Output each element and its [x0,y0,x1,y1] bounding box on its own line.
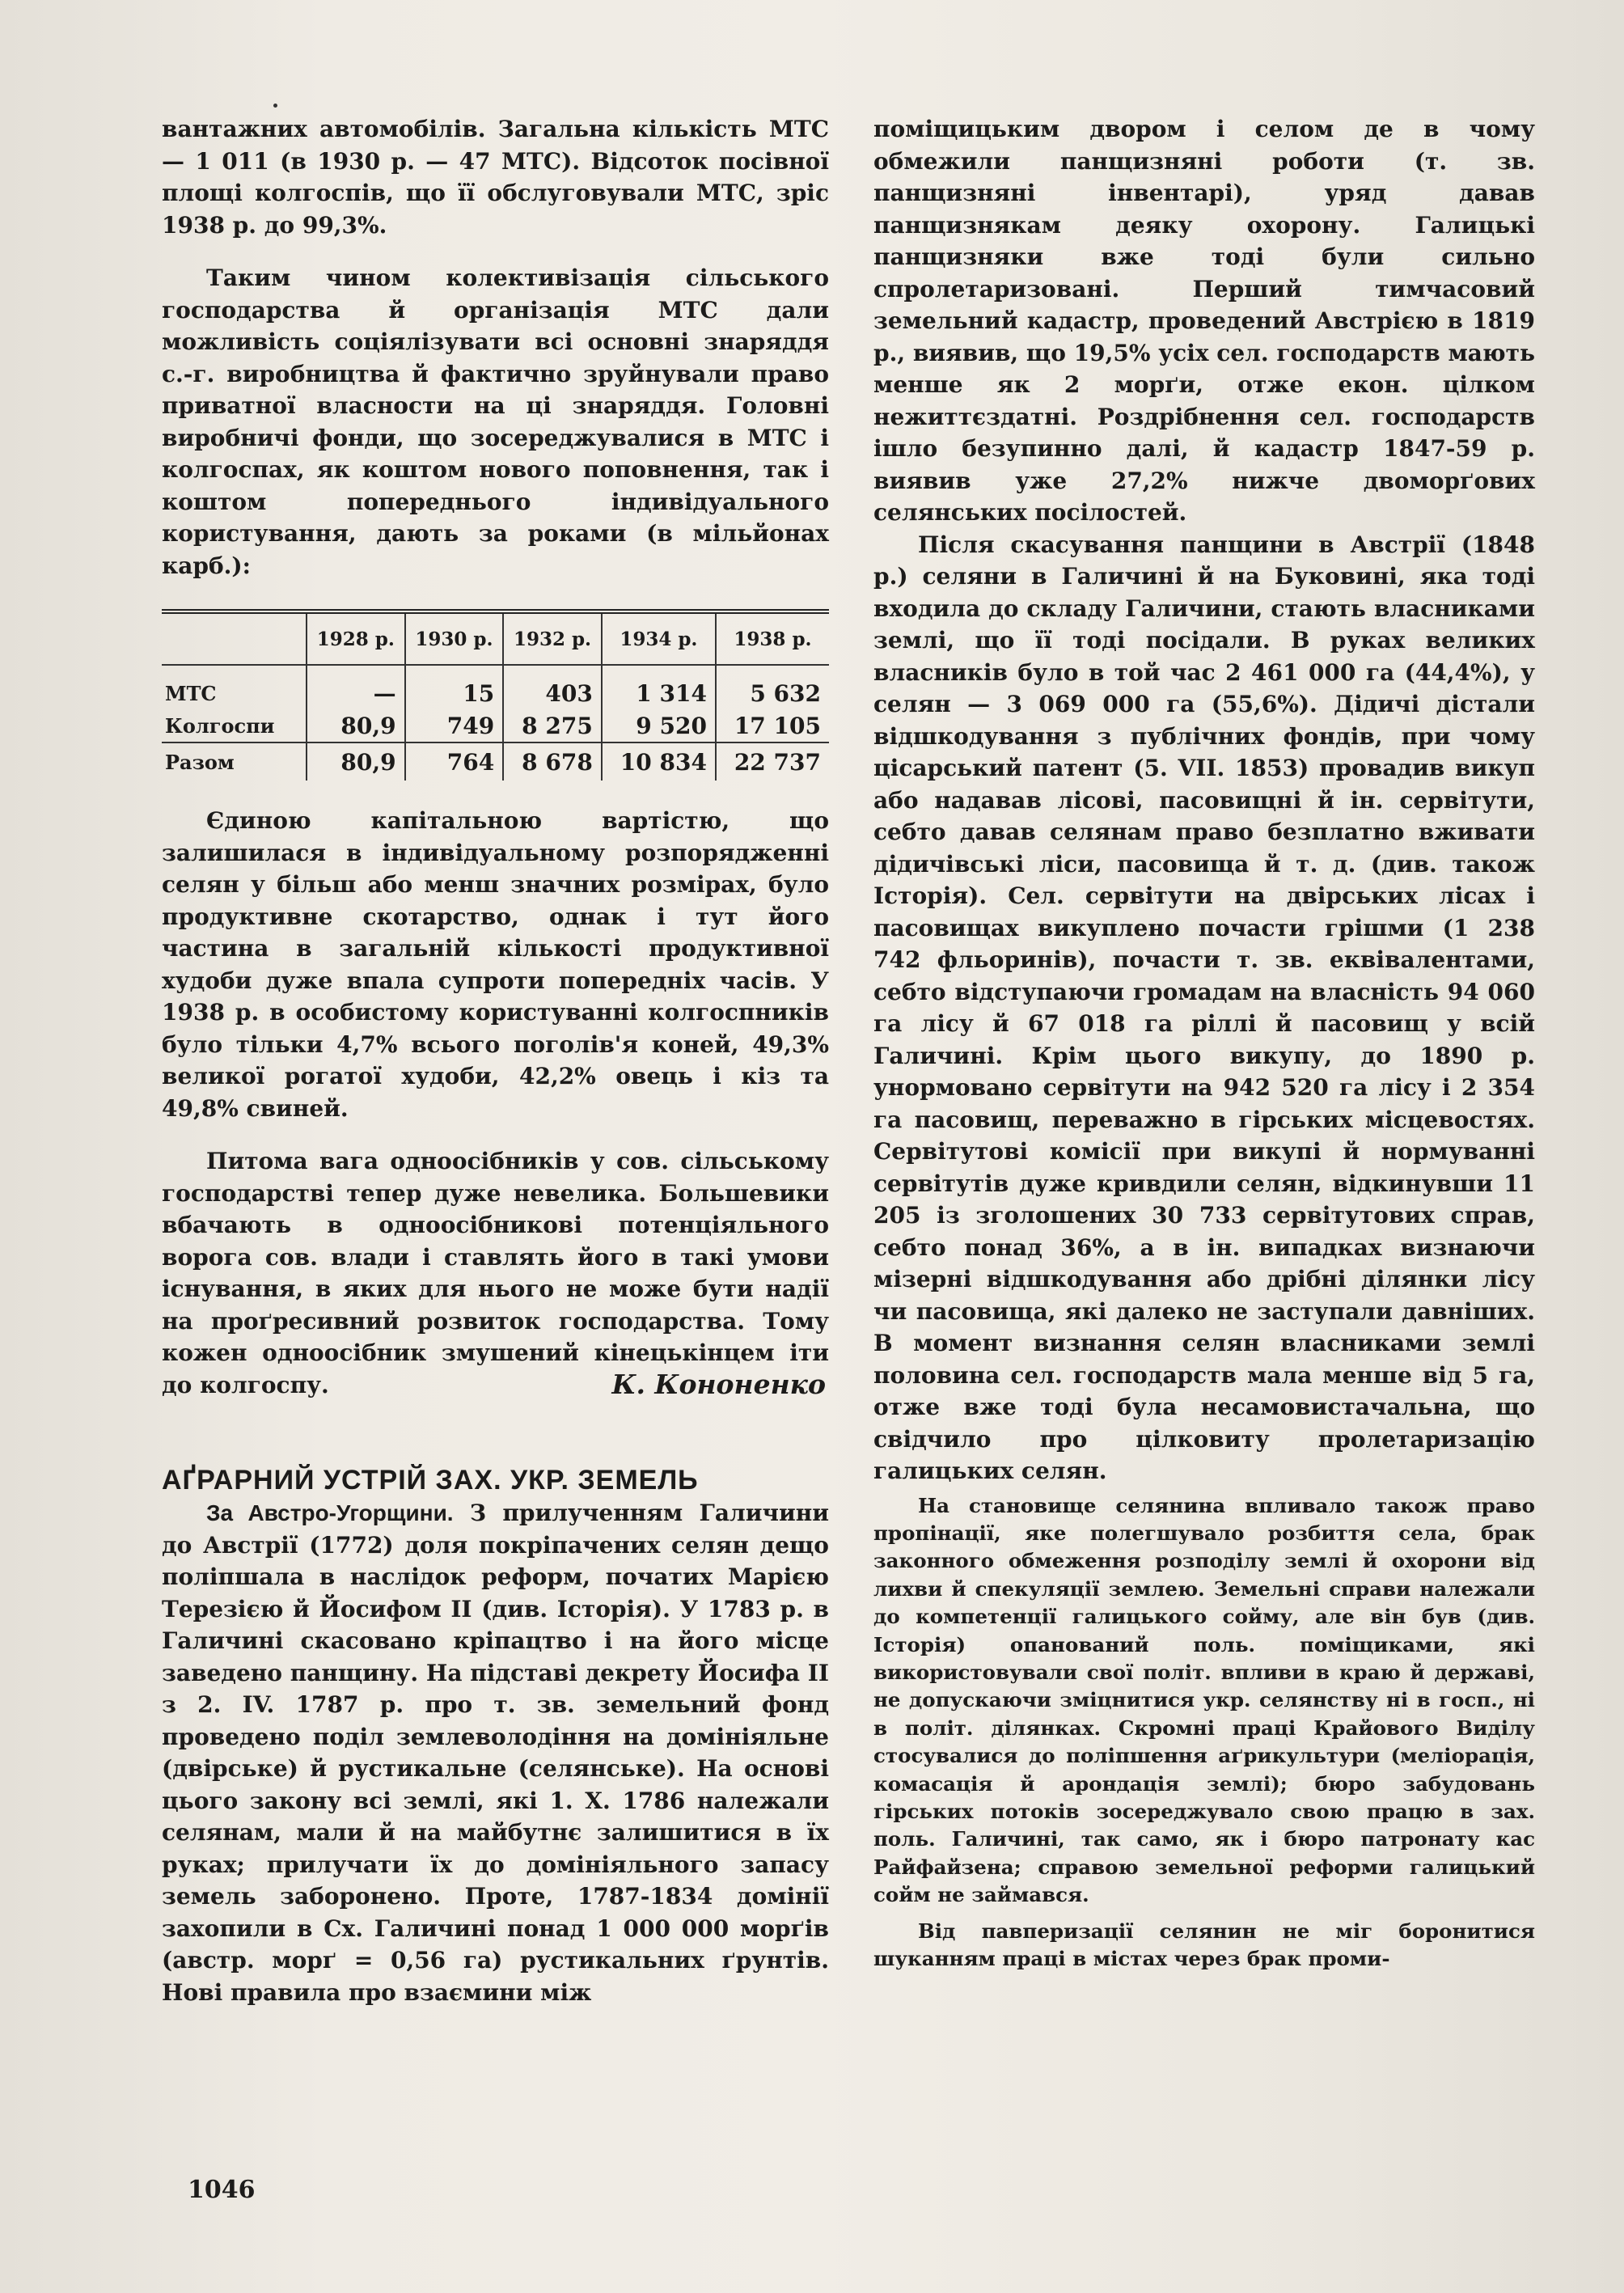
table-cell: 10 834 [602,742,716,781]
table-cell: 9 520 [602,709,716,742]
left-paragraph-5 [162,1497,829,2008]
left-column [162,113,829,2008]
left-paragraph-2: Таким чином колективізація сільського господарства й організація МТС дали можливість соціялізувати всі основні знаряддя с.-г. виробництва й фактично зруйнували право приватної власности на ці знаряддя. Головні виробничі фонди, що зосереджувалися в МТС і колгоспах, як коштом нового поповнення, так і коштом попереднього індивідуального користування, дають за роками (в мільйонах карб.): [162,264,829,579]
row-label: Разом [162,742,307,781]
speck [273,104,277,108]
table-cell: 80,9 [307,709,405,742]
right-paragraph-3: На становище селянина впливало також право пропінації, яке полегшувало розбиття села, брак законного обмеження розподілу землі й охорони від лихви й спекуляції землею. Земельні справи належали до компетенції галицького сойму, але він був (див. Історія) опанований поль. поміщиками, які використовували свої політ. впливи в краю й державі, не допускаючи зміцнитися укр. селянству ні в госп., ні в політ. ділянках. Скромні праці Крайового Виділу стосувалися до поліпшення аґрикультури (меліорація, комасація й арондація землі); бюро забудовань гірських потоків зосереджувало свою працю в зах. поль. Галичині, так само, як і бюро патронату кас Райфайзена; справою земельної реформи галицький сойм не займався. [873,1493,1535,1907]
table-header-cell: 1934 р. [602,611,716,665]
table-header-row [162,611,829,665]
right-paragraph-2: Після скасування панщини в Австрії (1848 р.) селяни в Галичині й на Буковині, яка тоді входила до складу Галичини, стають власниками землі, що її тоді посідали. В руках великих власників було в той час 2 461 000 га (44,4%), у селян — 3 069 000 га (55,6%). Дідичі дістали відшкодування з публічних фондів, при чому цісарський патент (5. VII. 1853) провадив викуп або надавав лісові, пасовищні й ін. сервітути, себто давав селянам право безплатно вживати дідичівські ліси, пасовища й т. д. (див. також Історія). Сел. сервітути на двірських лісах і пасовищах викуплено почасти грішми (1 238 742 фльоринів), почасти т. зв. еквівалентами, себто відступаючи громадам на власність 94 060 га лісу й 67 018 га ріллі й пасовищ у всій Галичині. Крім цього викупу, до 1890 р. унормовано сервітути на 942 520 га лісу і 2 354 га пасовищ, переважно в гірських місцевостях. Сервітутові комісії при викупі й нормуванні сервітутів дуже кривдили селян, відкинувши 11 205 із зголошених 30 733 сервітутових справ, себто понад 36%, а в ін. випадках визнаючи мізерні відшкодування або дрібні ділянки лісу чи пасовища, які далеко не заступали давніших. В момент визнання селян власниками землі половина сел. господарств мала менше від 5 га, отже вже тоді була несамовистачальна, що свідчило про цілковиту пролетаризацію галицьких селян. [873,531,1535,1484]
right-paragraph-4: Від павперизації селянин не міг боронитися шуканням праці в містах через брак проми- [873,1919,1535,1970]
funds-table [162,609,829,781]
table-row [162,709,829,742]
left-paragraph-1: вантажних автомобілів. Загальна кількість МТС — 1 011 (в 1930 р. — 47 МТС). Відсоток посівної площі колгоспів, що її обслуговували МТС, зріс 1938 р. до 99,3%. [162,116,829,239]
left-paragraph-3: Єдиною капітальною вартістю, що залишилася в індивідуальному розпорядженні селян у більш або менш значних розмірах, було продуктивне скотарство, однак і тут його частина в загальній кількості продуктивної худоби дуже впала супроти попередніх часів. У 1938 р. в особистому користуванні колгоспників було тільки 4,7% всього поголів'я коней, 49,3% великої рогатої худоби, 42,2% овець і кіз та 49,8% свиней. [162,807,829,1122]
section-text: З прилученням Галичини до Австрії (1772) доля покріпачених селян дещо поліпшала в наслідок реформ, початих Марією Терезією й Йосифом II (див. Історія). У 1783 р. в Галичині скасовано кріпацтво і на його місце заведено панщину. На підставі декрету Йосифа II з 2. IV. 1787 р. про т. зв. земельний фонд проведено поділ землеволодіння на домініяльне (двірське) й рустикальне (селянське). На основі цього закону всі землі, які 1. X. 1786 належали селянам, мали й на майбутнє залишитися в їх руках; прилучати їх до домініяльного запасу земель заборонено. Проте, 1787-1834 домінії захопили в Сх. Галичині понад 1 000 000 морґів (австр. морґ = 0,56 га) рустикальних ґрунтів. Нові правила про взаємини між [162,1500,829,2006]
table-header-cell: 1930 р. [405,611,504,665]
table-cell: 17 105 [716,709,829,742]
table-header-cell: 1932 р. [503,611,602,665]
table-cell: 1 314 [602,665,716,709]
row-label: МТС [165,681,217,705]
right-paragraph-1: поміщицьким двором і селом де в чому обмежили панщизняні роботи (т. зв. панщизняні інвентарі), уряд давав панщизнякам деяку охорону. Галицькі панщизняки вже тоді були сильно спролетаризовані. Перший тимчасовий земельний кадастр, проведений Австрією в 1819 р., виявив, що 19,5% усіх сел. господарств мають менше як 2 морґи, отже екон. цілком нежиттєздатні. Роздрібнення сел. господарств ішло безупинно далі, й кадастр 1847-59 р. виявив уже 27,2% нижче двоморґових селянських посілостей. [873,116,1535,526]
table-cell: 22 737 [716,742,829,781]
table-cell: 15 [405,665,504,709]
table-cell: 80,9 [307,742,405,781]
table-cell: 403 [503,665,602,709]
row-label: Колгоспи [165,713,275,738]
right-column [873,113,1535,1973]
left-paragraph-4: Питома вага одноосібників у сов. сільському господарстві тепер дуже невелика. Большевики вбачають в одноосібникові потенціяльного ворога сов. влади і ставлять його в такі умови існування, в яких для нього не може бути надії на проґресивний розвиток господарства. Тому кожен одноосібник змушений кінецькінцем іти до колгоспу. [162,1148,829,1398]
section-lead: За Австро-Угорщини. [206,1500,454,1525]
table-cell: 749 [405,709,504,742]
table-header-cell: 1938 р. [716,611,829,665]
table-total-row [162,742,829,781]
table-cell: — [307,665,405,709]
table-header-cell: 1928 р. [307,611,405,665]
article-heading: АҐРАРНИЙ УСТРІЙ ЗАХ. УКР. ЗЕМЕЛЬ [162,1465,699,1496]
page-number: 1046 [188,2176,256,2204]
author-signature: К. Кононенко [611,1369,826,1400]
table-corner [162,611,307,665]
table-cell: 764 [405,742,504,781]
table-cell: 8 275 [503,709,602,742]
table-row [162,665,829,709]
table-cell: 5 632 [716,665,829,709]
table-cell: 8 678 [503,742,602,781]
